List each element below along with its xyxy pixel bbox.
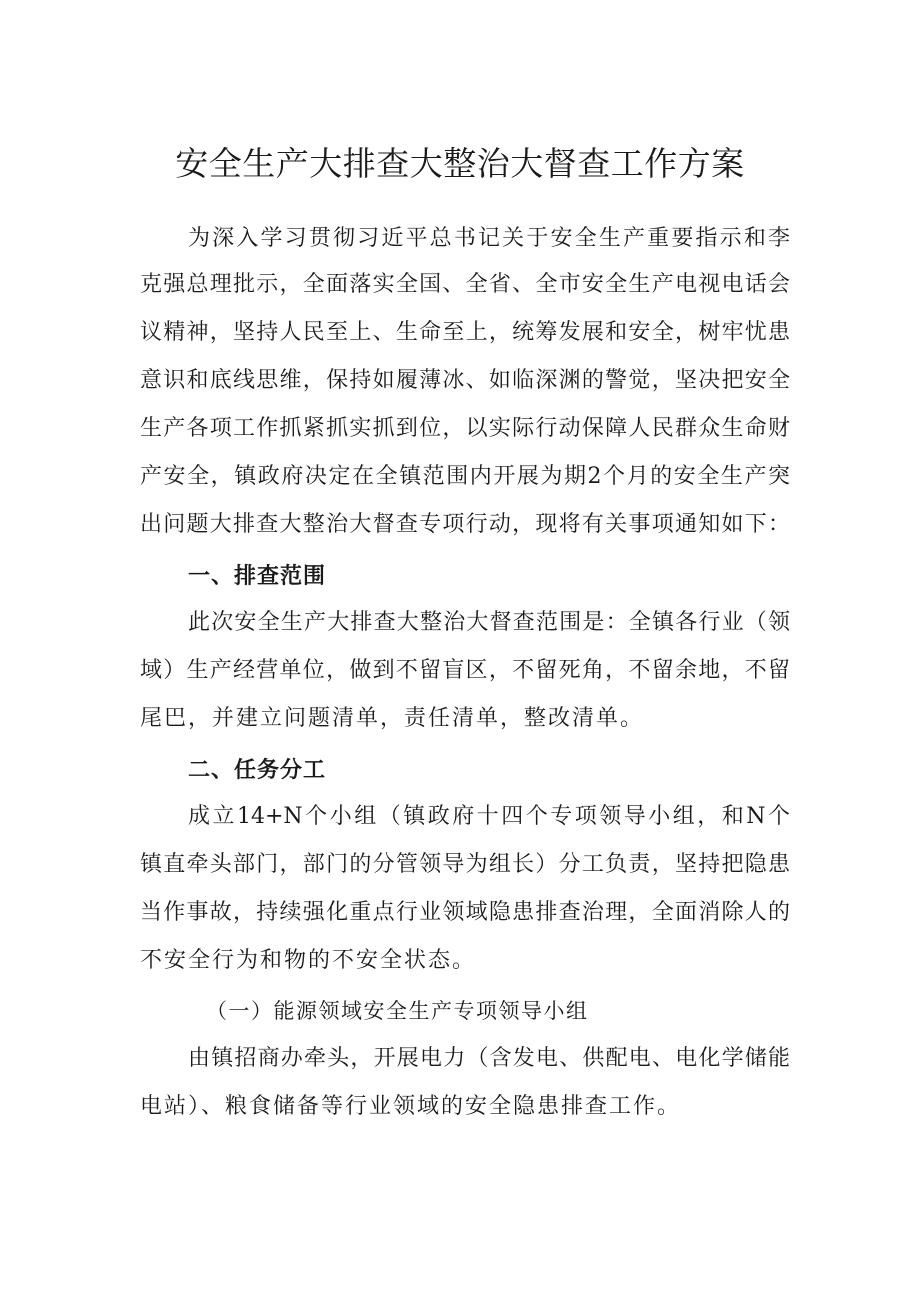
section1-line: 域）生产经营单位，做到不留盲区，不留死角，不留余地，不留 xyxy=(140,658,790,683)
intro-line: 产安全，镇政府决定在全镇范围内开展为期2个月的安全生产突 xyxy=(140,464,790,489)
section2-line: 不安全行为和物的不安全状态。 xyxy=(140,948,477,973)
intro-line: 意识和底线思维，保持如履薄冰、如临深渊的警觉，坚决把安全 xyxy=(140,368,790,393)
section-heading-scope: 一、排查范围 xyxy=(188,564,327,589)
subsection1-line: 由镇招商办牵头，开展电力（含发电、供配电、电化学储能 xyxy=(188,1046,790,1071)
document-title: 安全生产大排查大整治大督查工作方案 xyxy=(175,144,745,183)
section1-line: 此次安全生产大排查大整治大督查范围是：全镇各行业（领 xyxy=(188,610,790,635)
section2-line: 当作事故，持续强化重点行业领域隐患排查治理，全面消除人的 xyxy=(140,900,790,925)
intro-line: 为深入学习贯彻习近平总书记关于安全生产重要指示和李 xyxy=(188,226,790,251)
intro-line: 议精神，坚持人民至上、生命至上，统筹发展和安全，树牢忧患 xyxy=(140,320,790,345)
section-heading-tasks: 二、任务分工 xyxy=(188,758,327,783)
intro-line: 出问题大排查大整治大督查专项行动，现将有关事项通知如下： xyxy=(140,512,790,537)
intro-line: 生产各项工作抓紧抓实抓到位，以实际行动保障人民群众生命财 xyxy=(140,416,790,441)
section2-line: 镇直牵头部门，部门的分管领导为组长）分工负责，坚持把隐患 xyxy=(140,852,790,877)
subsection-heading-energy: （一）能源领域安全生产专项领导小组 xyxy=(206,999,589,1023)
intro-line: 克强总理批示，全面落实全国、全省、全市安全生产电视电话会 xyxy=(140,272,790,297)
subsection1-line: 电站）、粮食储备等行业领域的安全隐患排查工作。 xyxy=(140,1094,682,1119)
section1-line: 尾巴，并建立问题清单，责任清单，整改清单。 xyxy=(140,706,645,731)
section2-line: 成立14+N个小组（镇政府十四个专项领导小组，和N个 xyxy=(188,804,790,829)
